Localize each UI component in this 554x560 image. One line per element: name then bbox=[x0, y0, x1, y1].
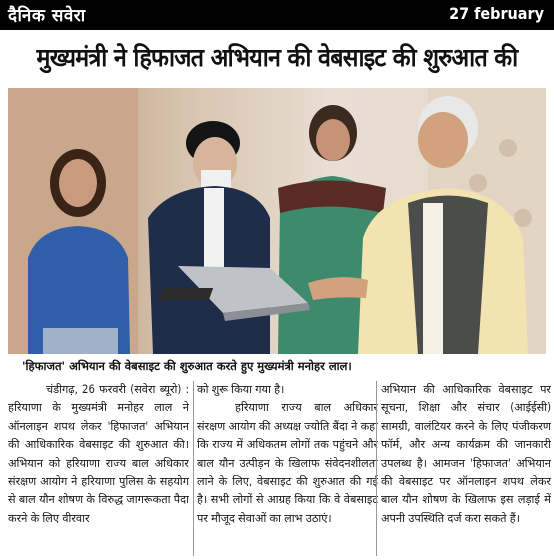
article-column-2 bbox=[193, 381, 378, 556]
article-column-3 bbox=[376, 381, 551, 556]
publication-date: 27 february bbox=[449, 4, 544, 23]
photo-caption: 'हिफाजत' अभियान की वेबसाइट की शुरुआत करते हुए मुख्यमंत्री मनोहर लाल। bbox=[22, 359, 352, 373]
news-photo-illustration bbox=[8, 88, 546, 354]
newspaper-name: दैनिक सवेरा bbox=[8, 6, 86, 26]
article-column-1 bbox=[8, 381, 189, 556]
news-photo bbox=[8, 88, 546, 354]
masthead-bar bbox=[0, 0, 554, 30]
article-paragraph: को शुरू किया गया है। bbox=[197, 383, 285, 396]
article-paragraph: चंडीगढ़, 26 फरवरी (सवेरा ब्यूरो) : हरियाणा के मुख्यमंत्री मनोहर लाल ने ऑनलाइन शपथ लेकर 'हिफाजत' अभियान की आधिकारिक वेबसाइट की शुरुआत की। अभियान को हरियाणा राज्य बाल अधिकार संरक्षण आयोग ने हरियाणा पुलिस के सहयोग से बाल यौन शोषण के विरुद्ध जागरूकता पैदा करने के लिए वीरवार bbox=[8, 383, 189, 525]
article-paragraph: हरियाणा राज्य बाल अधिकार संरक्षण आयोग की अध्यक्ष ज्योति बैंदा ने कहा कि राज्य में अधिकतम लोगों तक पहुंचने और बाल यौन उत्पीड़न के खिलाफ संवेदनशीलता लाने के लिए, वेबसाइट की शुरुआत की गई है। सभी लोगों से आग्रह किया कि वे वेबसाइट पर मौजूद सेवाओं का लाभ उठाएं। bbox=[197, 401, 378, 525]
article-paragraph: अभियान की आधिकारिक वेबसाइट पर सूचना, शिक्षा और संचार (आईईसी) सामग्री, वालंटियर करने के लिए पंजीकरण फॉर्म, और अन्य कार्यक्रम की जानकारी उपलब्ध है। आमजन 'हिफाजत' अभियान की वेबसाइट पर ऑनलाइन शपथ लेकर बाल यौन शोषण के खिलाफ इस लड़ाई में अपनी उपस्थिति दर्ज करा सकते हैं। bbox=[381, 383, 551, 525]
headline: मुख्यमंत्री ने हिफाजत अभियान की वेबसाइट की शुरुआत की bbox=[36, 43, 518, 72]
